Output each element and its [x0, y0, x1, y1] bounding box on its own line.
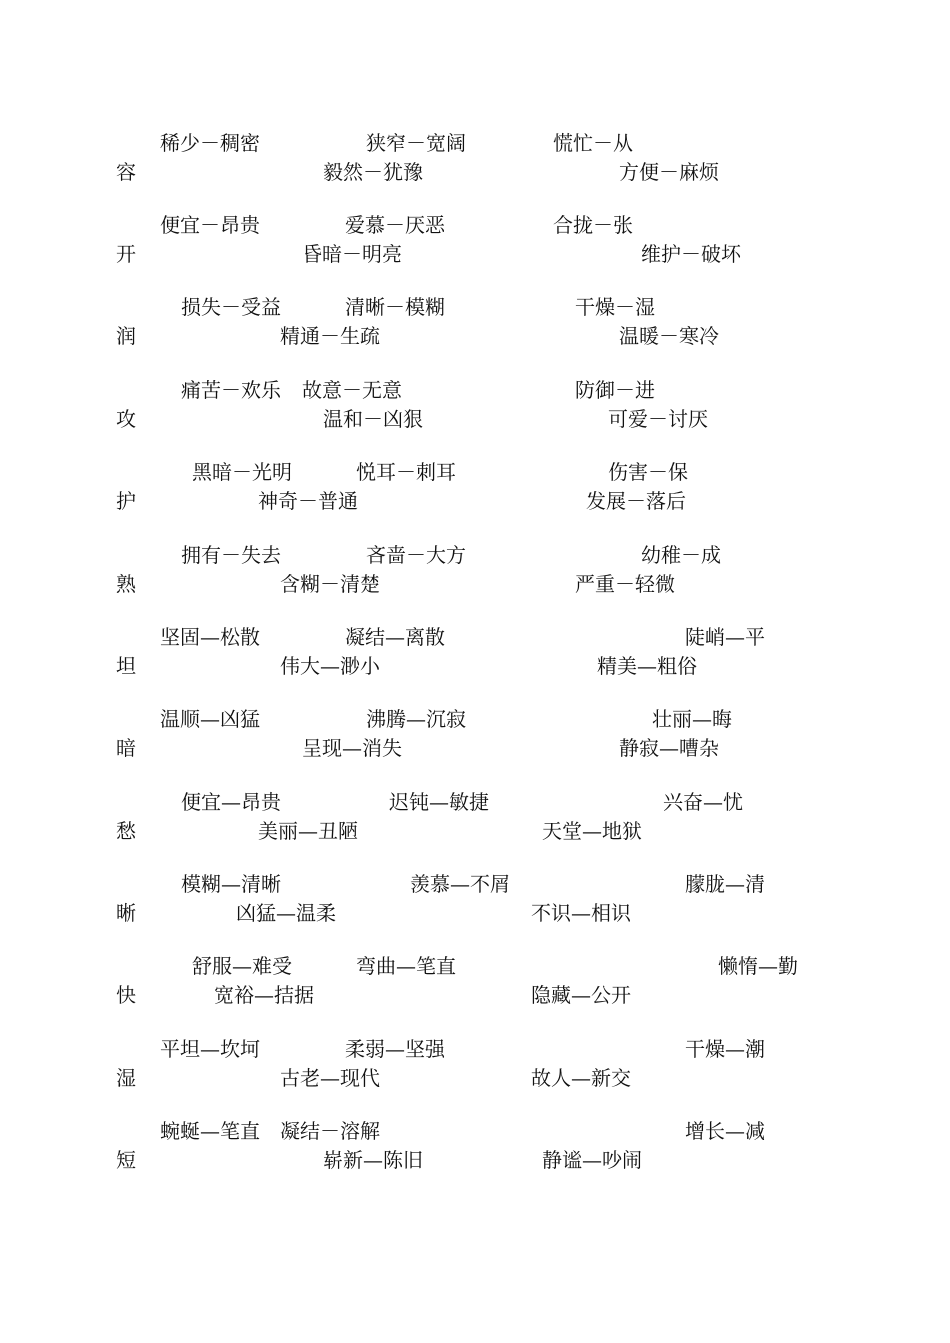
word-pair: 羡慕—不屑	[410, 872, 510, 896]
word-pair: 吝啬－大方	[366, 543, 466, 567]
word-pair: 维护－破坏	[641, 242, 741, 266]
row-5-line-1	[0, 459, 950, 485]
word-pair: 方便－麻烦	[619, 160, 719, 184]
word-pair: 凶猛—温柔	[236, 901, 336, 925]
row-2-line-1	[0, 212, 950, 238]
word-fragment: 熟	[116, 572, 136, 596]
word-pair: 稀少－稠密	[160, 131, 260, 155]
word-pair: 精通－生疏	[280, 324, 380, 348]
word-pair: 沸腾—沉寂	[366, 707, 466, 731]
row-10-line-1	[0, 871, 950, 897]
word-pair: 毅然－犹豫	[323, 160, 423, 184]
word-pair: 干燥－湿	[575, 295, 655, 319]
word-pair: 清晰－模糊	[345, 295, 445, 319]
word-fragment: 愁	[116, 819, 136, 843]
word-pair: 合拢－张	[553, 213, 633, 237]
word-pair: 温和－凶狠	[323, 407, 423, 431]
word-pair: 天堂—地狱	[542, 819, 642, 843]
word-pair: 静寂—嘈杂	[619, 736, 719, 760]
word-pair: 崭新—陈旧	[323, 1148, 423, 1172]
row-13-line-2	[0, 1147, 950, 1173]
word-pair: 黑暗－光明	[192, 460, 292, 484]
word-pair: 伟大—渺小	[280, 654, 380, 678]
row-11-line-1	[0, 953, 950, 979]
row-7-line-1	[0, 624, 950, 650]
row-12-line-1	[0, 1036, 950, 1062]
row-8-line-1	[0, 706, 950, 732]
row-4-line-1	[0, 377, 950, 403]
word-pair: 狭窄－宽阔	[366, 131, 466, 155]
row-3-line-2	[0, 323, 950, 349]
word-pair: 坚固—松散	[160, 625, 260, 649]
word-pair: 蜿蜒—笔直	[160, 1119, 260, 1143]
row-1-line-2	[0, 159, 950, 185]
word-pair: 温顺—凶猛	[160, 707, 260, 731]
word-pair: 便宜—昂贵	[181, 790, 281, 814]
word-pair: 宽裕—拮据	[214, 983, 314, 1007]
word-pair: 静谧—吵闹	[542, 1148, 642, 1172]
row-9-line-1	[0, 789, 950, 815]
word-fragment: 快	[116, 983, 136, 1007]
word-pair: 爱慕－厌恶	[345, 213, 445, 237]
word-pair: 发展－落后	[586, 489, 686, 513]
word-pair: 故人—新交	[531, 1066, 631, 1090]
word-pair: 美丽—丑陋	[258, 819, 358, 843]
row-1-line-1	[0, 130, 950, 156]
word-pair: 舒服—难受	[192, 954, 292, 978]
word-pair: 慌忙－从	[553, 131, 633, 155]
word-pair: 防御－进	[575, 378, 655, 402]
word-fragment: 开	[116, 242, 136, 266]
word-pair: 不识—相识	[531, 901, 631, 925]
word-pair: 平坦—坎坷	[160, 1037, 260, 1061]
row-8-line-2	[0, 735, 950, 761]
word-pair: 伤害－保	[608, 460, 688, 484]
word-pair: 损失－受益	[181, 295, 281, 319]
row-6-line-2	[0, 571, 950, 597]
word-fragment: 晰	[116, 901, 136, 925]
row-7-line-2	[0, 653, 950, 679]
word-pair: 柔弱—坚强	[345, 1037, 445, 1061]
word-pair: 凝结－溶解	[280, 1119, 380, 1143]
word-fragment: 湿	[116, 1066, 136, 1090]
word-pair: 神奇－普通	[258, 489, 358, 513]
word-pair: 故意－无意	[302, 378, 402, 402]
row-3-line-1	[0, 294, 950, 320]
word-fragment: 容	[116, 160, 136, 184]
word-fragment: 攻	[116, 407, 136, 431]
word-pair: 隐藏—公开	[531, 983, 631, 1007]
word-pair: 呈现—消失	[302, 736, 402, 760]
word-fragment: 暗	[116, 736, 136, 760]
word-pair: 悦耳－刺耳	[356, 460, 456, 484]
word-pair: 弯曲—笔直	[356, 954, 456, 978]
word-pair: 含糊－清楚	[280, 572, 380, 596]
word-fragment: 润	[116, 324, 136, 348]
row-13-line-1	[0, 1118, 950, 1144]
word-fragment: 短	[116, 1148, 136, 1172]
word-pair: 壮丽—晦	[652, 707, 732, 731]
word-pair: 严重－轻微	[575, 572, 675, 596]
word-fragment: 坦	[116, 654, 136, 678]
row-2-line-2	[0, 241, 950, 267]
word-pair: 凝结—离散	[345, 625, 445, 649]
row-6-line-1	[0, 542, 950, 568]
word-pair: 温暖－寒冷	[619, 324, 719, 348]
word-pair: 模糊—清晰	[181, 872, 281, 896]
word-fragment: 护	[116, 489, 136, 513]
word-pair: 精美—粗俗	[597, 654, 697, 678]
word-pair: 朦胧—清	[685, 872, 765, 896]
word-pair: 懒惰—勤	[718, 954, 798, 978]
word-pair: 幼稚－成	[641, 543, 721, 567]
row-12-line-2	[0, 1065, 950, 1091]
row-5-line-2	[0, 488, 950, 514]
row-11-line-2	[0, 982, 950, 1008]
word-pair: 古老—现代	[280, 1066, 380, 1090]
word-pair: 便宜－昂贵	[160, 213, 260, 237]
word-pair: 可爱－讨厌	[608, 407, 708, 431]
word-pair: 痛苦－欢乐	[181, 378, 281, 402]
word-pair: 干燥—潮	[685, 1037, 765, 1061]
row-10-line-2	[0, 900, 950, 926]
word-pair: 拥有－失去	[181, 543, 281, 567]
row-9-line-2	[0, 818, 950, 844]
word-pair: 迟钝—敏捷	[389, 790, 489, 814]
word-pair: 增长—减	[685, 1119, 765, 1143]
row-4-line-2	[0, 406, 950, 432]
word-pair: 昏暗－明亮	[302, 242, 402, 266]
word-pair: 兴奋—忧	[663, 790, 743, 814]
word-pair: 陡峭—平	[685, 625, 765, 649]
